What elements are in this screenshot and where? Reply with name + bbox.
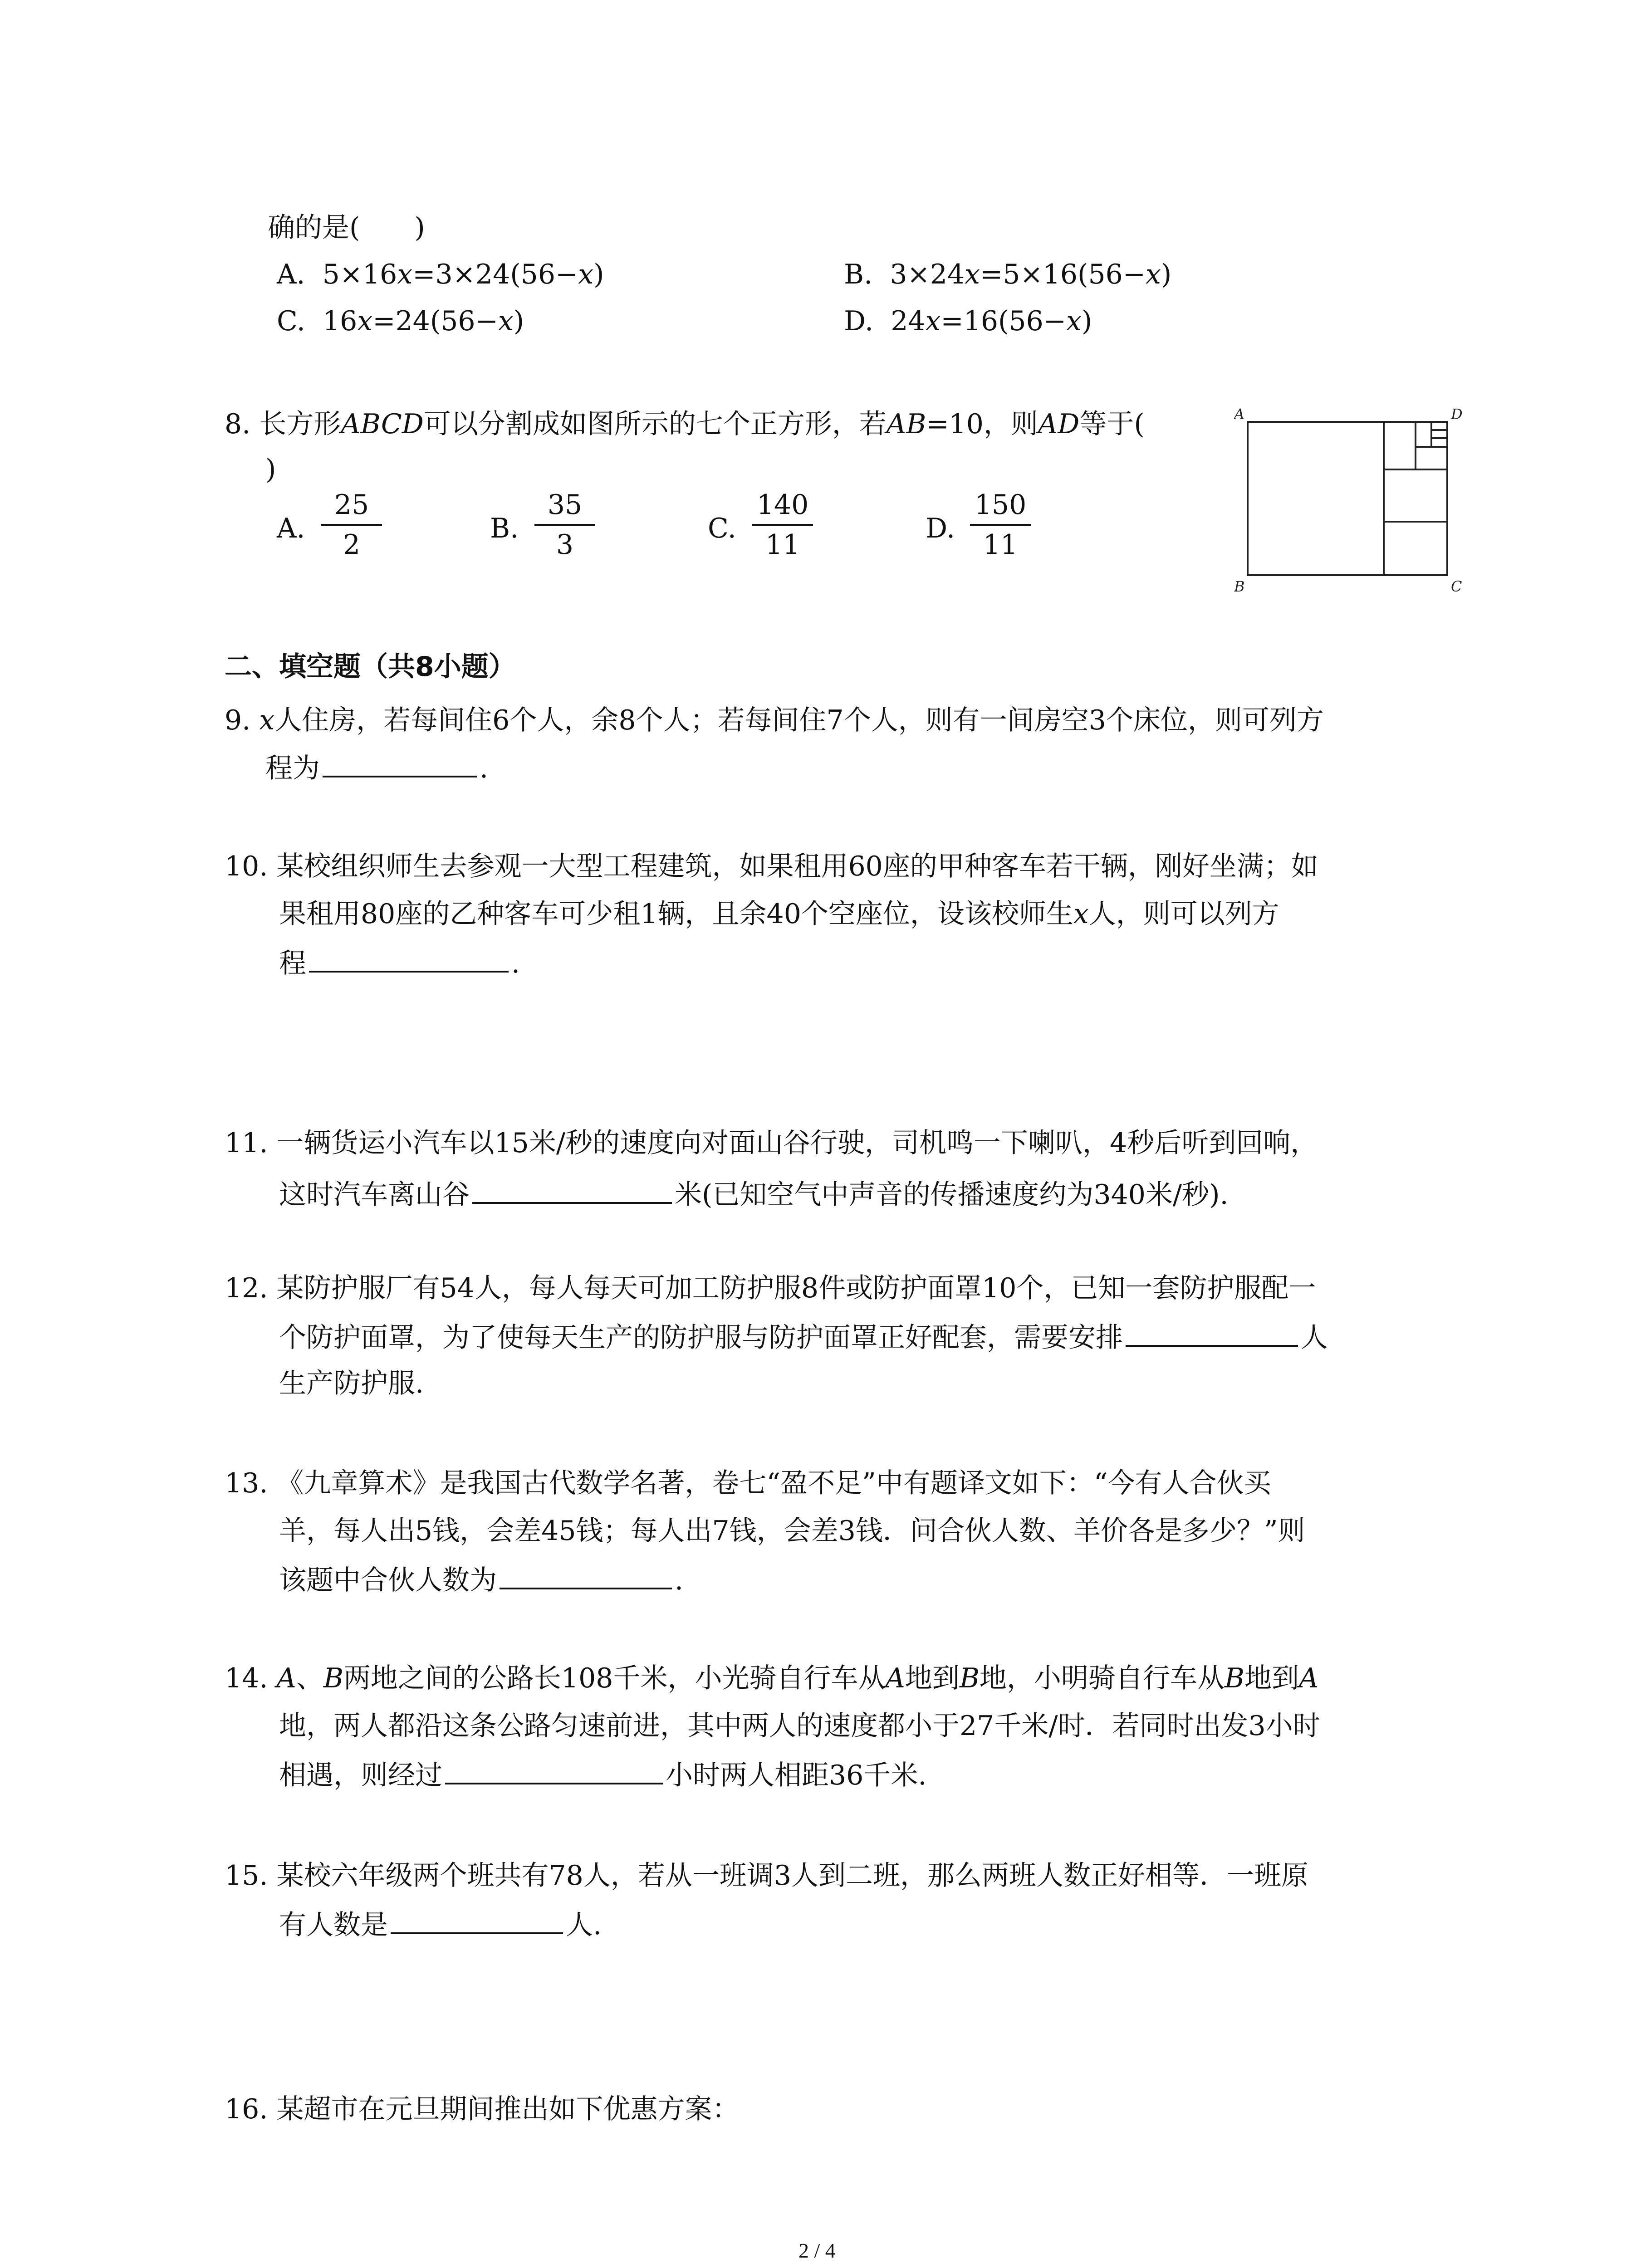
q12-line-2 (279, 1318, 1328, 1356)
q9-line-2 (265, 748, 488, 787)
q8-option-c-label: C. (708, 513, 736, 544)
q7-option-a-text: 5×16 (322, 259, 397, 290)
q7-option-b-var: x (965, 259, 980, 290)
q7-option-c-label: C. (277, 305, 305, 337)
q8-option-b-numerator: 35 (547, 489, 583, 521)
q14-text-1c: 地，小明骑自行车从 (979, 1662, 1225, 1694)
q8-close-paren: ) (265, 454, 276, 485)
q9-text-2: 程为 (265, 753, 320, 784)
q14-sep: 、 (296, 1662, 323, 1694)
q11-text-1: 一辆货运小汽车以15米/秒的速度向对面山谷行驶，司机鸣一下喇叭，4秒后听到回响， (276, 1127, 1318, 1159)
q16-number: 16. (225, 2093, 268, 2125)
q7-option-c (277, 303, 524, 339)
q7-option-d (844, 303, 1092, 339)
q13-line-2: 羊，每人出5钱，会差45钱；每人出7钱，会差3钱．问合伙人数、羊价各是多少？”则 (279, 1515, 1305, 1547)
q14-text-3a: 相遇，则经过 (279, 1760, 442, 1791)
q11-line-2 (279, 1175, 1229, 1213)
q10-text-3: 程 (279, 948, 306, 979)
q12-text-1: 某防护服厂有54人，每人每天可加工防护服8件或防护面罩10个，已知一套防护服配一 (276, 1272, 1316, 1304)
q8-text-2: 可以分割成如图所示的七个正方形，若 (423, 408, 887, 440)
q7-option-d-label: D. (844, 305, 874, 337)
q12-text-2b: 人 (1301, 1322, 1328, 1354)
q12-number: 12. (225, 1272, 268, 1304)
q14-text-1d: 地到 (1244, 1662, 1299, 1694)
q7-option-d-text2: =16(56− (941, 305, 1067, 337)
q14-line-1 (225, 1660, 1318, 1696)
q7-option-b-text: 3×24 (890, 259, 965, 290)
q14-answer-blank[interactable] (445, 1755, 663, 1784)
q13-answer-blank[interactable] (500, 1560, 672, 1589)
q7-option-d-text3: ) (1081, 305, 1092, 337)
q8-option-a-label: A. (277, 513, 305, 544)
q15-answer-blank[interactable] (391, 1905, 563, 1934)
q8-number: 8. (225, 408, 251, 440)
q7-option-c-text2: =24(56− (372, 305, 498, 337)
q10-text-1: 某校组织师生去参观一大型工程建筑，如果租用60座的甲种客车若干辆，刚好坐满；如 (276, 850, 1318, 882)
q12-line-1 (225, 1270, 1316, 1306)
q14-var-b: B (323, 1662, 343, 1694)
q14-var-a: A (276, 1662, 296, 1694)
q8-option-c-numerator: 140 (756, 489, 809, 521)
q14-number: 14. (225, 1662, 268, 1694)
q8-option-a-fraction (318, 488, 386, 562)
q10-answer-blank[interactable] (309, 943, 509, 973)
q16-line-1 (225, 2091, 740, 2127)
q7-option-c-var2: x (498, 305, 514, 337)
q8-option-c-fraction (749, 488, 817, 562)
q8-option-d-fraction (966, 488, 1034, 562)
q8-option-b-fraction (531, 488, 599, 562)
q7-option-b-text3: ) (1161, 259, 1172, 290)
outer-rectangle (1248, 422, 1447, 575)
q16-text-1: 某超市在元旦期间推出如下优惠方案： (276, 2093, 740, 2125)
q8-option-d-denominator: 11 (983, 529, 1018, 561)
figure-label-b: B (1234, 578, 1245, 595)
q7-option-a (277, 256, 604, 293)
q8-option-b-label: B. (490, 513, 519, 544)
q7-option-c-text: 16 (323, 305, 358, 337)
q15-line-1 (225, 1857, 1308, 1894)
q7-option-d-text: 24 (891, 305, 926, 337)
q14-var-a3: A (1299, 1662, 1319, 1694)
q14-var-b2: B (959, 1662, 980, 1694)
q15-text-2a: 有人数是 (279, 1909, 388, 1941)
q10-var-x: x (1073, 898, 1089, 930)
q13-end: . (675, 1564, 684, 1596)
q7-option-c-var: x (357, 305, 373, 337)
q13-line-1 (225, 1465, 1271, 1501)
figure-label-d: D (1451, 406, 1463, 423)
q11-number: 11. (225, 1127, 268, 1159)
q11-answer-blank[interactable] (472, 1175, 672, 1204)
q9-end: . (480, 753, 489, 784)
q7-option-a-text3: ) (593, 259, 604, 290)
q8-option-c-denominator: 11 (765, 529, 800, 561)
q7-option-a-var: x (397, 259, 413, 290)
q14-text-3b: 小时两人相距36千米. (666, 1760, 927, 1791)
q9-number: 9. (225, 704, 251, 736)
q8-option-d-label: D. (926, 513, 955, 544)
q7-option-d-var2: x (1066, 305, 1082, 337)
q10-line-1 (225, 848, 1318, 885)
q15-text-2b: 人. (566, 1909, 602, 1941)
q9-var-x: x (259, 704, 275, 736)
q8-var-abcd: ABCD (341, 408, 424, 440)
q7-option-b-label: B. (844, 259, 873, 290)
q10-number: 10. (225, 850, 268, 882)
q11-line-1 (225, 1125, 1318, 1161)
q13-text-1: 《九章算术》是我国古代数学名著，卷七“盈不足”中有题译文如下：“今有人合伙买 (276, 1467, 1271, 1499)
q8-text-3: =10，则 (926, 408, 1038, 440)
fraction-bar (752, 524, 813, 526)
q7-stem-tail: 确的是( ) (268, 212, 425, 244)
q10-end: . (511, 948, 520, 979)
q11-text-2a: 这时汽车离山谷 (279, 1179, 470, 1211)
fraction-bar (321, 524, 382, 526)
q9-answer-blank[interactable] (323, 748, 477, 777)
q14-var-b3: B (1224, 1662, 1244, 1694)
q12-text-2a: 个防护面罩，为了使每天生产的防护服与防护面罩正好配套，需要安排 (279, 1322, 1123, 1354)
q7-option-b (844, 256, 1171, 293)
q10-text-2b: 人，则可以列方 (1088, 898, 1279, 930)
q10-line-3 (279, 943, 520, 982)
q14-line-2: 地，两人都沿这条公路匀速前进，其中两人的速度都小于27千米/时．若同时出发3小时 (279, 1710, 1320, 1742)
q15-number: 15. (225, 1860, 268, 1892)
q8-option-a-denominator: 2 (343, 529, 361, 561)
q12-line-3: 生产防护服. (279, 1368, 424, 1399)
q10-text-2a: 果租用80座的乙种客车可少租1辆，且余40个空座位，设该校师生 (279, 898, 1073, 930)
q13-number: 13. (225, 1467, 268, 1499)
q14-line-3 (279, 1755, 926, 1794)
q8-text-4: 等于( (1079, 408, 1145, 440)
q8-option-b-denominator: 3 (556, 529, 574, 561)
q7-option-a-var2: x (578, 259, 594, 290)
q8-var-ad: AD (1038, 408, 1080, 440)
q8-text-1: 长方形 (259, 408, 341, 440)
q7-option-a-text2: =3×24(56− (412, 259, 578, 290)
q13-line-3 (279, 1560, 683, 1598)
q13-text-3: 该题中合伙人数为 (279, 1564, 497, 1596)
q8-var-ab: AB (886, 408, 926, 440)
q7-option-c-text3: ) (513, 305, 524, 337)
q7-option-b-var2: x (1146, 259, 1161, 290)
q10-line-2 (279, 896, 1279, 932)
fraction-bar (970, 524, 1031, 526)
q12-answer-blank[interactable] (1126, 1318, 1298, 1347)
q14-text-1b: 地到 (905, 1662, 960, 1694)
q7-option-a-label: A. (277, 259, 305, 290)
q7-option-d-var: x (925, 305, 941, 337)
section-heading: 二、填空题（共8小题） (225, 651, 516, 683)
q8-stem (225, 406, 1145, 442)
q9-text-1: 人住房，若每间住6个人，余8个人；若每间住7个人，则有一间房空3个床位，则可列方 (274, 704, 1324, 736)
q14-var-a2: A (885, 1662, 905, 1694)
figure-label-c: C (1451, 578, 1462, 595)
q8-option-d-numerator: 150 (974, 489, 1027, 521)
page-number: 2 / 4 (798, 2239, 836, 2262)
figure-label-a: A (1234, 406, 1245, 423)
q11-text-2b: 米(已知空气中声音的传播速度约为340米/秒). (675, 1179, 1229, 1211)
q9-line-1 (225, 702, 1324, 738)
q7-option-b-text2: =5×16(56− (980, 259, 1146, 290)
q14-text-1a: 两地之间的公路长108千米，小光骑自行车从 (343, 1662, 886, 1694)
q15-text-1: 某校六年级两个班共有78人，若从一班调3人到二班，那么两班人数正好相等．一班原 (276, 1860, 1309, 1892)
q8-rectangle-figure (1234, 399, 1488, 599)
fraction-bar (534, 524, 595, 526)
q15-line-2 (279, 1905, 602, 1943)
q8-option-a-numerator: 25 (334, 489, 369, 521)
